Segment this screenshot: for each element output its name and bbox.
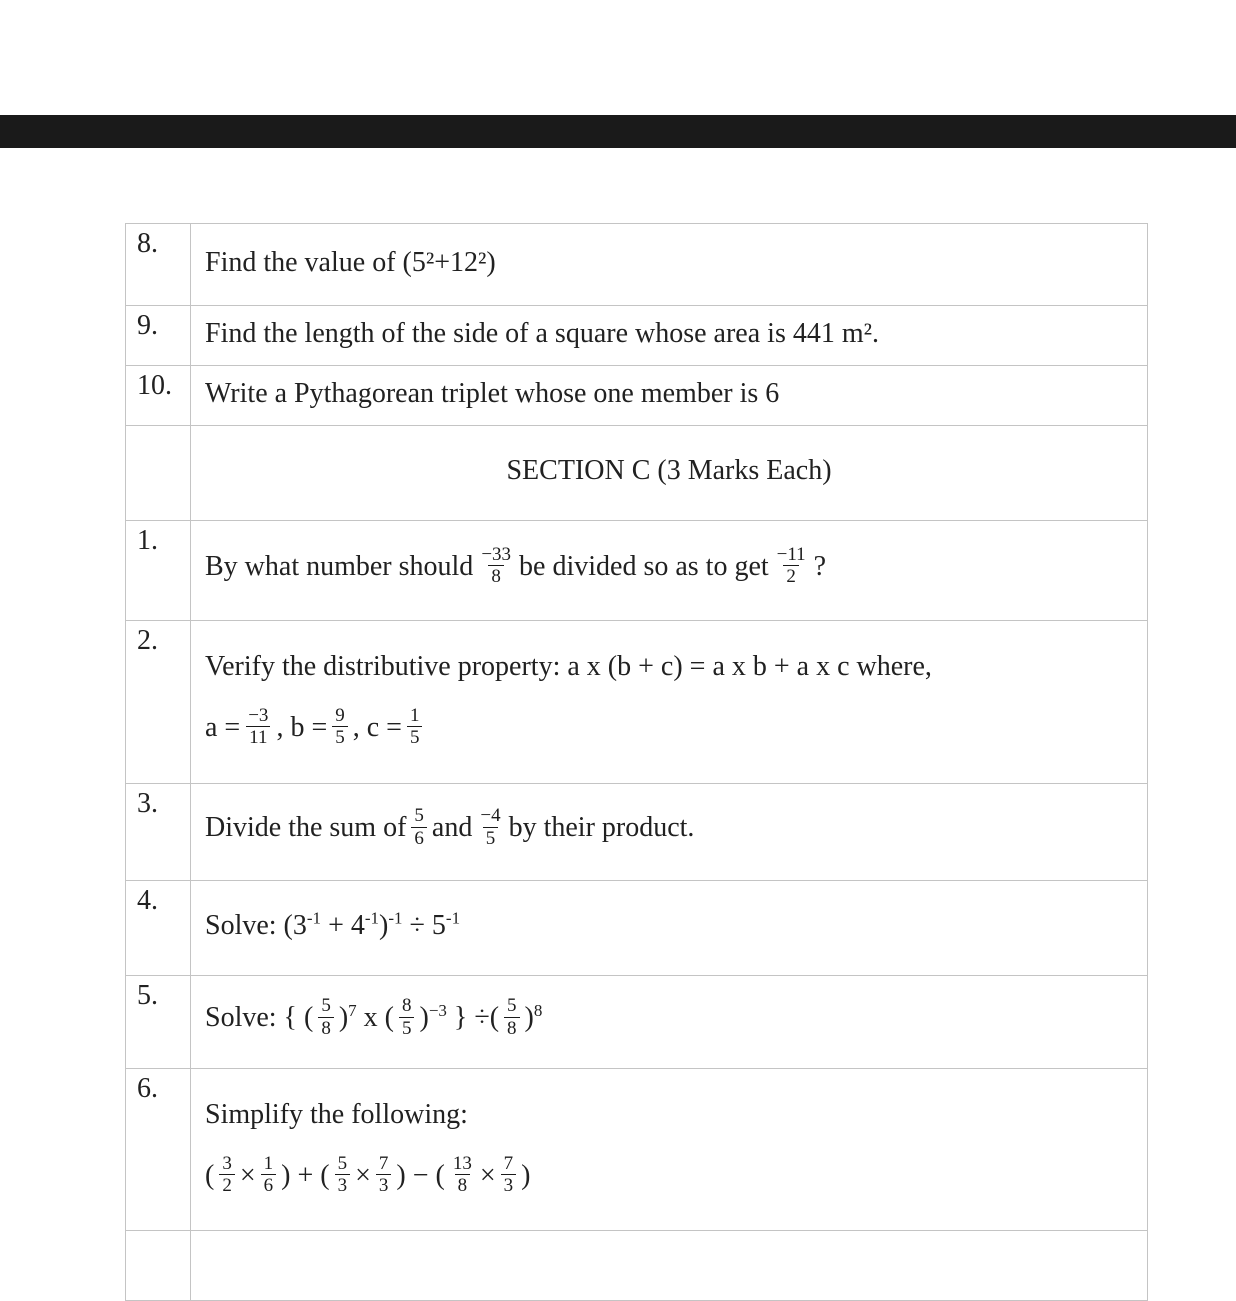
question-text: Solve: (3 xyxy=(205,910,307,942)
fraction-denominator: 8 xyxy=(504,1017,520,1039)
multiply-sign: × xyxy=(355,1159,371,1191)
fraction xyxy=(219,1153,235,1197)
question-text-line2 xyxy=(205,1152,1133,1200)
question-text: ) − ( xyxy=(396,1159,445,1191)
fraction xyxy=(477,805,503,849)
question-text: Divide the sum of xyxy=(205,812,407,844)
question-number: 10. xyxy=(137,370,172,401)
fraction xyxy=(478,544,514,588)
fraction-numerator: 9 xyxy=(335,705,345,727)
question-text: a = xyxy=(205,712,241,744)
fraction-denominator: 3 xyxy=(376,1174,392,1196)
question-number-cell xyxy=(126,306,191,366)
exponent: -1 xyxy=(364,908,380,928)
question-number: 6. xyxy=(137,1073,158,1104)
question-text-cell xyxy=(191,976,1148,1069)
fraction-denominator: 2 xyxy=(783,565,799,587)
exponent: 8 xyxy=(533,1001,543,1021)
question-number: 2. xyxy=(137,625,158,656)
question-row-c6 xyxy=(126,1069,1148,1231)
question-row-c5 xyxy=(126,976,1148,1069)
question-text-cell xyxy=(191,621,1148,784)
question-text-cell xyxy=(191,1231,1148,1301)
question-row-next-clipped xyxy=(126,1231,1148,1301)
question-text: by their product. xyxy=(508,812,695,844)
question-text: ) xyxy=(379,910,389,942)
question-text-line2 xyxy=(205,705,1133,752)
fraction-denominator: 5 xyxy=(483,827,499,849)
exponent: -1 xyxy=(445,908,461,928)
fraction xyxy=(332,705,348,749)
fraction-numerator: −33 xyxy=(481,543,512,565)
question-text: ) xyxy=(521,1159,531,1191)
question-number-cell xyxy=(126,224,191,306)
question-text: ) xyxy=(524,1002,534,1034)
question-number: 9. xyxy=(137,310,158,341)
fraction-numerator: −3 xyxy=(248,705,269,727)
fraction xyxy=(335,1153,351,1197)
question-text: Find the length of the side of a square whose area is 441 m². xyxy=(205,317,880,349)
question-row-c3 xyxy=(126,784,1148,881)
question-number: 4. xyxy=(137,885,158,916)
worksheet-table xyxy=(125,223,1148,1301)
question-number-cell xyxy=(126,366,191,426)
fraction-numerator: −11 xyxy=(776,543,806,565)
exponent: 7 xyxy=(348,1001,357,1021)
question-number: 5. xyxy=(137,980,158,1011)
multiply-sign: × xyxy=(239,1159,256,1191)
question-row-c4 xyxy=(126,881,1148,976)
question-row-9 xyxy=(126,306,1148,366)
question-text-line1: Simplify the following: xyxy=(205,1098,468,1130)
question-text-cell xyxy=(191,366,1148,426)
question-number: 3. xyxy=(137,788,158,819)
fraction-numerator: 8 xyxy=(401,995,412,1017)
fraction-denominator: 6 xyxy=(261,1174,277,1196)
fraction xyxy=(450,1153,475,1197)
question-text-cell xyxy=(191,881,1148,976)
fraction-numerator: −4 xyxy=(480,805,501,827)
question-text: ) xyxy=(419,1002,429,1034)
fraction-numerator: 1 xyxy=(409,705,420,727)
multiply-sign: × xyxy=(479,1159,496,1191)
window-divider-bar xyxy=(0,115,1236,148)
question-text-cell xyxy=(191,306,1148,366)
fraction xyxy=(407,705,423,749)
question-text: ) + ( xyxy=(281,1159,330,1191)
question-number-cell xyxy=(126,976,191,1069)
fraction-denominator: 3 xyxy=(501,1174,517,1196)
question-text: + 4 xyxy=(321,910,365,942)
fraction xyxy=(774,544,809,588)
fraction-numerator: 5 xyxy=(414,805,424,827)
question-text: Write a Pythagorean triplet whose one member is 6 xyxy=(205,377,780,409)
question-number-cell xyxy=(126,881,191,976)
fraction xyxy=(261,1153,277,1197)
section-title-cell xyxy=(191,426,1148,521)
question-text: ? xyxy=(813,550,827,582)
question-text-line1: Verify the distributive property: a x (b + c) = a x b + a x c where, xyxy=(205,651,932,683)
fraction xyxy=(318,995,334,1039)
question-number-cell xyxy=(126,426,191,521)
fraction-denominator: 6 xyxy=(411,827,427,849)
question-text-cell xyxy=(191,521,1148,621)
question-number-cell xyxy=(126,784,191,881)
fraction-denominator: 2 xyxy=(219,1174,235,1196)
question-number: 8. xyxy=(137,228,158,259)
fraction-denominator: 8 xyxy=(318,1017,334,1039)
fraction xyxy=(504,995,520,1039)
question-text: ( xyxy=(205,1159,215,1191)
fraction-denominator: 11 xyxy=(246,726,270,748)
fraction-numerator: 7 xyxy=(503,1152,514,1174)
fraction-numerator: 5 xyxy=(337,1152,348,1174)
question-text: ÷ 5 xyxy=(402,910,446,942)
question-text: x ( xyxy=(356,1002,394,1034)
fraction xyxy=(411,805,427,849)
exponent: -1 xyxy=(388,908,403,928)
fraction-denominator: 5 xyxy=(407,726,423,748)
question-text: Solve: { ( xyxy=(205,1002,314,1034)
fraction-numerator: 1 xyxy=(263,1152,274,1174)
question-text: } ÷( xyxy=(446,1002,500,1034)
question-text-cell xyxy=(191,784,1148,881)
fraction-denominator: 5 xyxy=(332,726,348,748)
question-row-c2 xyxy=(126,621,1148,784)
fraction-denominator: 5 xyxy=(399,1017,415,1039)
section-header-row xyxy=(126,426,1148,521)
question-text: By what number should xyxy=(205,550,474,582)
fraction xyxy=(399,995,415,1039)
question-number: 1. xyxy=(137,525,158,556)
question-row-c1 xyxy=(126,521,1148,621)
fraction-numerator: 5 xyxy=(321,995,331,1017)
fraction-denominator: 8 xyxy=(488,565,504,587)
question-text: ) xyxy=(338,1002,349,1034)
fraction-numerator: 5 xyxy=(507,995,517,1017)
section-title: SECTION C (3 Marks Each) xyxy=(506,455,832,487)
fraction-denominator: 8 xyxy=(455,1174,471,1196)
fraction xyxy=(376,1153,392,1197)
question-number-cell xyxy=(126,1069,191,1231)
question-text-cell xyxy=(191,224,1148,306)
question-row-8 xyxy=(126,224,1148,306)
question-number-cell xyxy=(126,621,191,784)
fraction xyxy=(245,705,271,749)
exponent: −3 xyxy=(428,1001,447,1021)
fraction-numerator: 3 xyxy=(222,1152,232,1174)
fraction-denominator: 3 xyxy=(335,1174,351,1196)
fraction xyxy=(501,1153,517,1197)
fraction-numerator: 13 xyxy=(452,1152,472,1174)
question-text: be divided so as to get xyxy=(519,550,769,582)
question-text: Find the value of (5²+12²) xyxy=(205,246,496,278)
fraction-numerator: 7 xyxy=(378,1152,389,1174)
question-text: , b = xyxy=(276,712,328,744)
question-number-cell xyxy=(126,521,191,621)
question-text-cell xyxy=(191,1069,1148,1231)
question-row-10 xyxy=(126,366,1148,426)
question-text: and xyxy=(431,812,473,844)
question-text: , c = xyxy=(352,712,402,744)
exponent: -1 xyxy=(306,908,322,928)
question-number-cell xyxy=(126,1231,191,1301)
